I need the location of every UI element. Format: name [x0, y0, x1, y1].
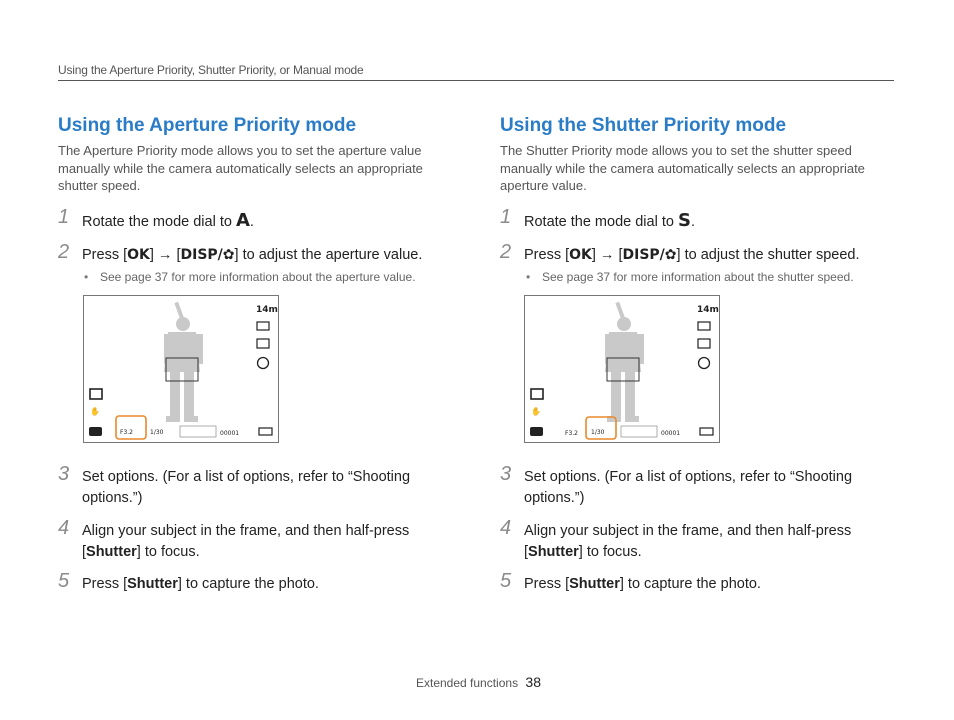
flash-off-icon — [699, 358, 710, 369]
step-number: 4 — [500, 517, 512, 539]
step-text-pre: Press [ — [524, 576, 570, 592]
running-header — [58, 63, 894, 81]
ois-icon: ✋ — [531, 407, 541, 416]
step-4 — [58, 517, 458, 563]
step-text-mid: ] → [ — [149, 246, 181, 263]
step-number: 3 — [500, 463, 512, 485]
person-silhouette — [605, 302, 644, 422]
shutter-key: Shutter — [127, 576, 178, 592]
disp-button-icon: DISP/✿ — [622, 246, 677, 263]
step-text-pre: Press [ — [82, 576, 128, 592]
note-shutter: • See page 37 for more information about the shutter speed. — [500, 269, 900, 285]
ok-button-icon: OK — [569, 246, 592, 263]
step-3 — [500, 463, 900, 509]
aperture-lower-steps — [58, 463, 458, 595]
step-text: Set options. (For a list of options, refer to “Shooting options.”) — [524, 469, 853, 506]
step-text: Rotate the mode dial to — [82, 213, 232, 230]
display-mode-icon — [531, 389, 543, 399]
step-3 — [58, 463, 458, 509]
battery-icon — [700, 428, 713, 435]
camera-mode-icon — [89, 427, 102, 436]
camera-screen-aperture — [83, 295, 279, 443]
step-text-pre: Align your subject in the frame, and then half-press [ — [524, 523, 852, 560]
aperture-priority-section — [58, 114, 458, 285]
flash-off-icon — [258, 358, 269, 369]
step-text-post: ] to focus. — [136, 544, 200, 560]
header-title: Using the Aperture Priority, Shutter Priority, or Manual mode — [58, 63, 364, 77]
step-2 — [500, 240, 900, 266]
shutter-key: Shutter — [86, 544, 137, 560]
step-5 — [500, 570, 900, 595]
quality-icon — [257, 322, 269, 330]
aperture-value: F3.2 — [565, 430, 578, 437]
camera-mode-icon — [530, 427, 543, 436]
aperture-mode-icon: A — [235, 209, 250, 231]
exposure-meter — [621, 426, 657, 437]
shutter-lower-steps — [500, 463, 900, 595]
step-number: 5 — [58, 570, 70, 592]
section-intro-aperture: The Aperture Priority mode allows you to set the aperture value manually while the camera automatically selects an appropriate shutter speed. — [58, 143, 423, 193]
shutter-key: Shutter — [569, 576, 620, 592]
disp-button-icon: DISP/✿ — [180, 246, 235, 263]
shutter-key: Shutter — [528, 544, 579, 560]
step-text-pre: Press [ — [82, 246, 128, 263]
step-text-post: ] to adjust the shutter speed. — [676, 246, 860, 263]
step-text-mid: ] → [ — [591, 246, 623, 263]
step-4 — [500, 517, 900, 563]
step-text-post: ] to capture the photo. — [619, 576, 761, 592]
step-1: 1 Rotate the mode dial to A. — [58, 205, 254, 231]
display-mode-icon — [90, 389, 102, 399]
camera-screen-shutter — [524, 295, 720, 443]
metering-icon — [257, 339, 269, 348]
step-text-post: ] to focus. — [578, 544, 642, 560]
resolution-indicator: 14m — [256, 305, 278, 315]
shutter-mode-icon: S — [677, 209, 691, 231]
step-2 — [58, 240, 458, 266]
resolution-indicator: 14m — [697, 305, 719, 315]
camera-screen-illustration — [84, 296, 278, 442]
step-number: 4 — [58, 517, 70, 539]
note-aperture: • See page 37 for more information about the aperture value. — [58, 269, 458, 285]
shot-counter: 00001 — [661, 430, 681, 437]
step-1: 1 Rotate the mode dial to S. — [500, 205, 695, 231]
ois-icon: ✋ — [90, 407, 100, 416]
step-number: 1 — [500, 205, 512, 228]
section-title-aperture: Using the Aperture Priority mode — [58, 115, 357, 136]
shutter-value: 1/30 — [150, 429, 164, 436]
shutter-value: 1/30 — [591, 429, 605, 436]
step-5 — [58, 570, 458, 595]
step-text-post: ] to adjust the aperture value. — [234, 246, 423, 263]
shot-counter: 00001 — [220, 430, 240, 437]
step-text-post: ] to capture the photo. — [177, 576, 319, 592]
section-intro-shutter: The Shutter Priority mode allows you to set the shutter speed manually while the camera automatically selects an appropriate aperture value. — [500, 143, 865, 193]
quality-icon — [698, 322, 710, 330]
step-text: Set options. (For a list of options, refer to “Shooting options.”) — [82, 469, 411, 506]
shutter-priority-section — [500, 114, 900, 285]
exposure-meter — [180, 426, 216, 437]
step-text-pre: Press [ — [524, 246, 570, 263]
step-text-pre: Align your subject in the frame, and then half-press [ — [82, 523, 410, 560]
page-footer — [416, 674, 541, 690]
step-text: Rotate the mode dial to — [524, 213, 674, 230]
ok-button-icon: OK — [127, 246, 150, 263]
battery-icon — [259, 428, 272, 435]
metering-icon — [698, 339, 710, 348]
step-number: 5 — [500, 570, 512, 592]
footer-label: Extended functions — [416, 676, 519, 690]
step-number: 1 — [58, 205, 70, 228]
section-title-shutter: Using the Shutter Priority mode — [500, 115, 787, 136]
step-number: 2 — [500, 240, 512, 263]
camera-screen-illustration — [525, 296, 719, 442]
aperture-value: F3.2 — [120, 429, 133, 436]
person-silhouette — [164, 302, 203, 422]
step-number: 3 — [58, 463, 70, 485]
page-number: 38 — [525, 674, 541, 690]
step-number: 2 — [58, 240, 70, 263]
